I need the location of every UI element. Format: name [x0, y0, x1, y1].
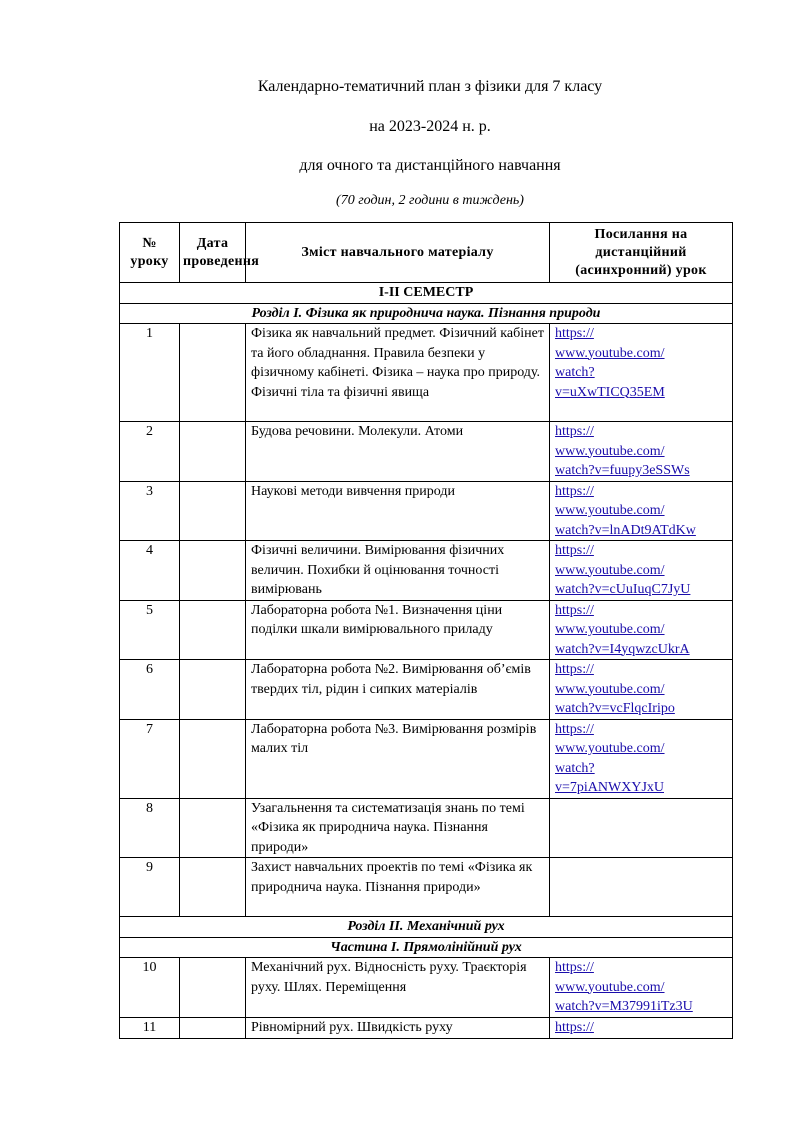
lesson-number: 10: [120, 958, 180, 1018]
table-row: [120, 719, 733, 798]
lesson-content: Будова речовини. Молекули. Атоми: [246, 422, 550, 482]
lesson-number: 7: [120, 719, 180, 798]
lesson-date: [180, 541, 246, 601]
lesson-link[interactable]: https:// www.youtube.com/ watch?v=lnADt9ATdKw: [555, 483, 696, 538]
lesson-date: [180, 1017, 246, 1038]
lesson-content: Узагальнення та систематизація знань по темі «Фізика як природнича наука. Пізнання природи»: [246, 798, 550, 858]
lesson-link-cell: [550, 798, 733, 858]
lesson-link[interactable]: https://: [555, 1019, 594, 1035]
lesson-date: [180, 600, 246, 660]
lesson-content: Лабораторна робота №1. Визначення ціни поділки шкали вимірювального приладу: [246, 600, 550, 660]
table-row: [120, 798, 733, 858]
table-row: [120, 958, 733, 1018]
section-row: [120, 917, 733, 938]
lesson-link-cell: [550, 1017, 733, 1038]
table-row: [120, 1017, 733, 1038]
part-label: Частина І. Прямолінійний рух: [120, 937, 733, 958]
lesson-link-cell: [550, 422, 733, 482]
lesson-number: 8: [120, 798, 180, 858]
section-label: Розділ І. Фізика як природнича наука. Пізнання природи: [120, 303, 733, 324]
lesson-link-cell: [550, 324, 733, 422]
table-row: [120, 660, 733, 720]
col-header-content: Зміст навчального матеріалу: [246, 223, 550, 283]
lesson-date: [180, 481, 246, 541]
lesson-link[interactable]: https:// www.youtube.com/ watch?v=cUuIuqC7JyU: [555, 543, 691, 597]
lesson-content: Захист навчальних проектів по темі «Фізика як природнича наука. Пізнання природи»: [246, 858, 550, 917]
table-row: [120, 422, 733, 482]
col-header-link: Посилання на дистанційний (асинхронний) урок: [550, 223, 733, 283]
lesson-number: 1: [120, 324, 180, 422]
table-row: [120, 541, 733, 601]
lesson-number: 5: [120, 600, 180, 660]
lesson-date: [180, 660, 246, 720]
lesson-number: 3: [120, 481, 180, 541]
lesson-link[interactable]: https:// www.youtube.com/ watch?v=M37991iTz3U: [555, 960, 693, 1014]
lesson-link[interactable]: https:// www.youtube.com/ watch?v=fuupy3eSSWs: [555, 424, 690, 478]
table-row: [120, 858, 733, 917]
lesson-content: Фізика як навчальний предмет. Фізичний кабінет та його обладнання. Правила безпеки у фізичному кабінеті. Фізика – наука про природу. Фізичні тіла та фізичні явища: [246, 324, 550, 422]
lesson-link-cell: [550, 719, 733, 798]
lesson-link-cell: [550, 541, 733, 601]
semester-label: I-II СЕМЕСТР: [120, 283, 733, 304]
lesson-date: [180, 798, 246, 858]
table-row: [120, 324, 733, 422]
lesson-date: [180, 719, 246, 798]
lesson-number: 9: [120, 858, 180, 917]
lesson-number: 2: [120, 422, 180, 482]
part-row: [120, 937, 733, 958]
lesson-content: Фізичні величини. Вимірювання фізичних величин. Похибки й оцінювання точності вимірювань: [246, 541, 550, 601]
lesson-link-cell: [550, 660, 733, 720]
lesson-number: 11: [120, 1017, 180, 1038]
lesson-date: [180, 422, 246, 482]
table-row: [120, 481, 733, 541]
lesson-number: 6: [120, 660, 180, 720]
document-hours: (70 годин, 2 години в тиждень): [336, 193, 524, 208]
col-header-date: Дата проведення: [180, 223, 246, 283]
semester-row: [120, 283, 733, 304]
lesson-date: [180, 324, 246, 422]
document-title: Календарно-тематичний план з фізики для 7 класу: [257, 78, 603, 95]
lesson-number: 4: [120, 541, 180, 601]
lesson-link[interactable]: https:// www.youtube.com/ watch?v=I4yqwzcUkrA: [555, 602, 690, 657]
col-header-num: № уроку: [120, 223, 180, 283]
lesson-content: Лабораторна робота №3. Вимірювання розмірів малих тіл: [246, 719, 550, 798]
lesson-date: [180, 958, 246, 1018]
lesson-date: [180, 858, 246, 917]
lesson-content: Механічний рух. Відносність руху. Траєкторія руху. Шлях. Переміщення: [246, 958, 550, 1018]
section-row: [120, 303, 733, 324]
table-row: [120, 600, 733, 660]
table-header-row: [120, 223, 733, 283]
lesson-content: Лабораторна робота №2. Вимірювання об’ємів твердих тіл, рідин і сипких матеріалів: [246, 660, 550, 720]
lesson-link-cell: [550, 481, 733, 541]
lesson-content: Рівномірний рух. Швидкість руху: [246, 1017, 550, 1038]
document-year: на 2023-2024 н. р.: [369, 118, 491, 135]
lesson-link-cell: [550, 858, 733, 917]
lesson-link-cell: [550, 958, 733, 1018]
lesson-link-cell: [550, 600, 733, 660]
section-label: Розділ ІІ. Механічний рух: [120, 917, 733, 938]
lesson-plan-table: [119, 222, 733, 1039]
lesson-link[interactable]: https:// www.youtube.com/ watch?v=vcFlqcIripo: [555, 662, 675, 716]
lesson-content: Наукові методи вивчення природи: [246, 481, 550, 541]
document-mode: для очного та дистанційного навчання: [299, 157, 561, 174]
lesson-link[interactable]: https:// www.youtube.com/ watch? v=7piANWXYJxU: [555, 721, 665, 795]
lesson-link[interactable]: https:// www.youtube.com/ watch? v=uXwTICQ35EM: [555, 326, 665, 400]
